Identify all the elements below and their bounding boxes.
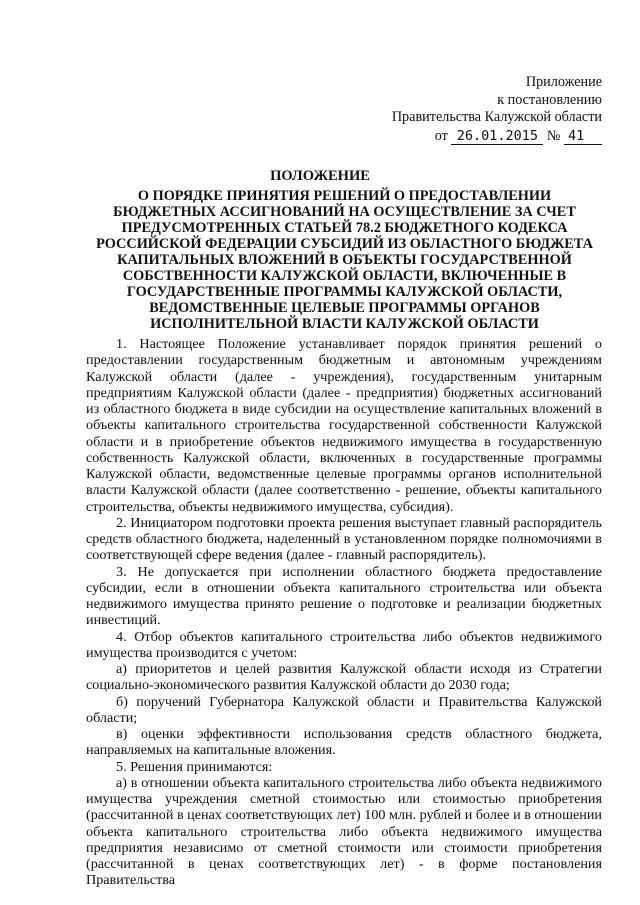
paragraph-4c: в) оценки эффективности использования средств областного бюджета, направляемых на капитальные вложения.: [86, 726, 602, 759]
paragraph-4b: б) поручений Губернатора Калужской области и Правительства Калужской области;: [86, 693, 602, 726]
paragraph-4a: а) приоритетов и целей развития Калужской области исходя из Стратегии социально-экономического развития Калужской области до 2030 года;: [86, 661, 602, 694]
annex-from-label: от: [434, 127, 448, 144]
annex-date: 26.01.2015: [451, 129, 543, 145]
annex-authority: Правительства Калужской области: [391, 109, 602, 125]
document-heading: О ПОРЯДКЕ ПРИНЯТИЯ РЕШЕНИЙ О ПРЕДОСТАВЛЕНИИ БЮДЖЕТНЫХ АССИГНОВАНИЙ НА ОСУЩЕСТВЛЕНИЕ ЗА СЧЕТ ПРЕДУСМОТРЕННЫХ СТАТЬЕЙ 78.2 БЮДЖЕТНОГО КОДЕКСА РОССИЙСКОЙ ФЕДЕРАЦИИ СУБСИДИЙ ИЗ ОБЛАСТНОГО БЮДЖЕТА КАПИТАЛЬНЫХ ВЛОЖЕНИЙ В ОБЪЕКТЫ ГОСУДАРСТВЕННОЙ СОБСТВЕННОСТИ КАЛУЖСКОЙ ОБЛАСТИ, ВКЛЮЧЕННЫЕ В ГОСУДАРСТВЕННЫЕ ПРОГРАММЫ КАЛУЖСКОЙ ОБЛАСТИ, ВЕДОМСТВЕННЫЕ ЦЕЛЕВЫЕ ПРОГРАММЫ ОРГАНОВ ИСПОЛНИТЕЛЬНОЙ ВЛАСТИ КАЛУЖСКОЙ ОБЛАСТИ: [96, 188, 593, 333]
paragraph-5a: а) в отношении объекта капитального строительства либо объекта недвижимого имущества учреждения сметной стоимостью или стоимостью приобретения (рассчитанной в ценах соответствующих лет) 100 млн. рублей и более и в отношении объекта капитального строительства либо объекта недвижимого имущества предприятия независимо от сметной стоимости или стоимости приобретения (рассчитанной в ценах соответствующих лет) - в форме постановления Правительства: [86, 774, 602, 889]
paragraph-5: 5. Решения принимаются:: [116, 758, 273, 775]
annex-date-row: [392, 128, 602, 146]
annex-label: Приложение: [525, 74, 602, 90]
document-body: [86, 336, 602, 889]
annex-number-label: №: [546, 127, 561, 144]
annex-reference: к постановлению: [497, 91, 602, 108]
document-title: ПОЛОЖЕНИЕ: [270, 168, 370, 184]
paragraph-3: 3. Не допускается при исполнении областного бюджета предоставление субсидии, если в отношении объекта капитального строительства или объекта недвижимого имущества принято решение о подготовке и реализации бюджетных инвестиций.: [86, 563, 602, 629]
annex-block: [392, 74, 602, 145]
annex-number: 41: [564, 129, 602, 145]
paragraph-4: 4. Отбор объектов капитального строительства либо объектов недвижимого имущества производится с учетом:: [86, 628, 602, 661]
paragraph-1: 1. Настоящее Положение устанавливает порядок принятия решений о предоставлении государственным бюджетным и автономным учреждениям Калужской области (далее - учреждения), государственным унитарным предприятиям Калужской области (далее - предприятия) бюджетных ассигнований из областного бюджета в виде субсидии на осуществление капитальных вложений в объекты капитального строительства государственной собственности Калужской области и в приобретение объектов недвижимого имущества в государственную собственность Калужской области, включенных в государственные программы Калужской области, ведомственные целевые программы органов исполнительной власти Калужской области (далее соответственно - решение, объекты капитального строительства, объекты недвижимого имущества, субсидия).: [86, 336, 602, 515]
paragraph-2: 2. Инициатором подготовки проекта решения выступает главный распорядитель средств областного бюджета, наделенный в установленном порядке полномочиями в соответствующей сфере ведения (далее - главный распорядитель).: [86, 514, 602, 564]
